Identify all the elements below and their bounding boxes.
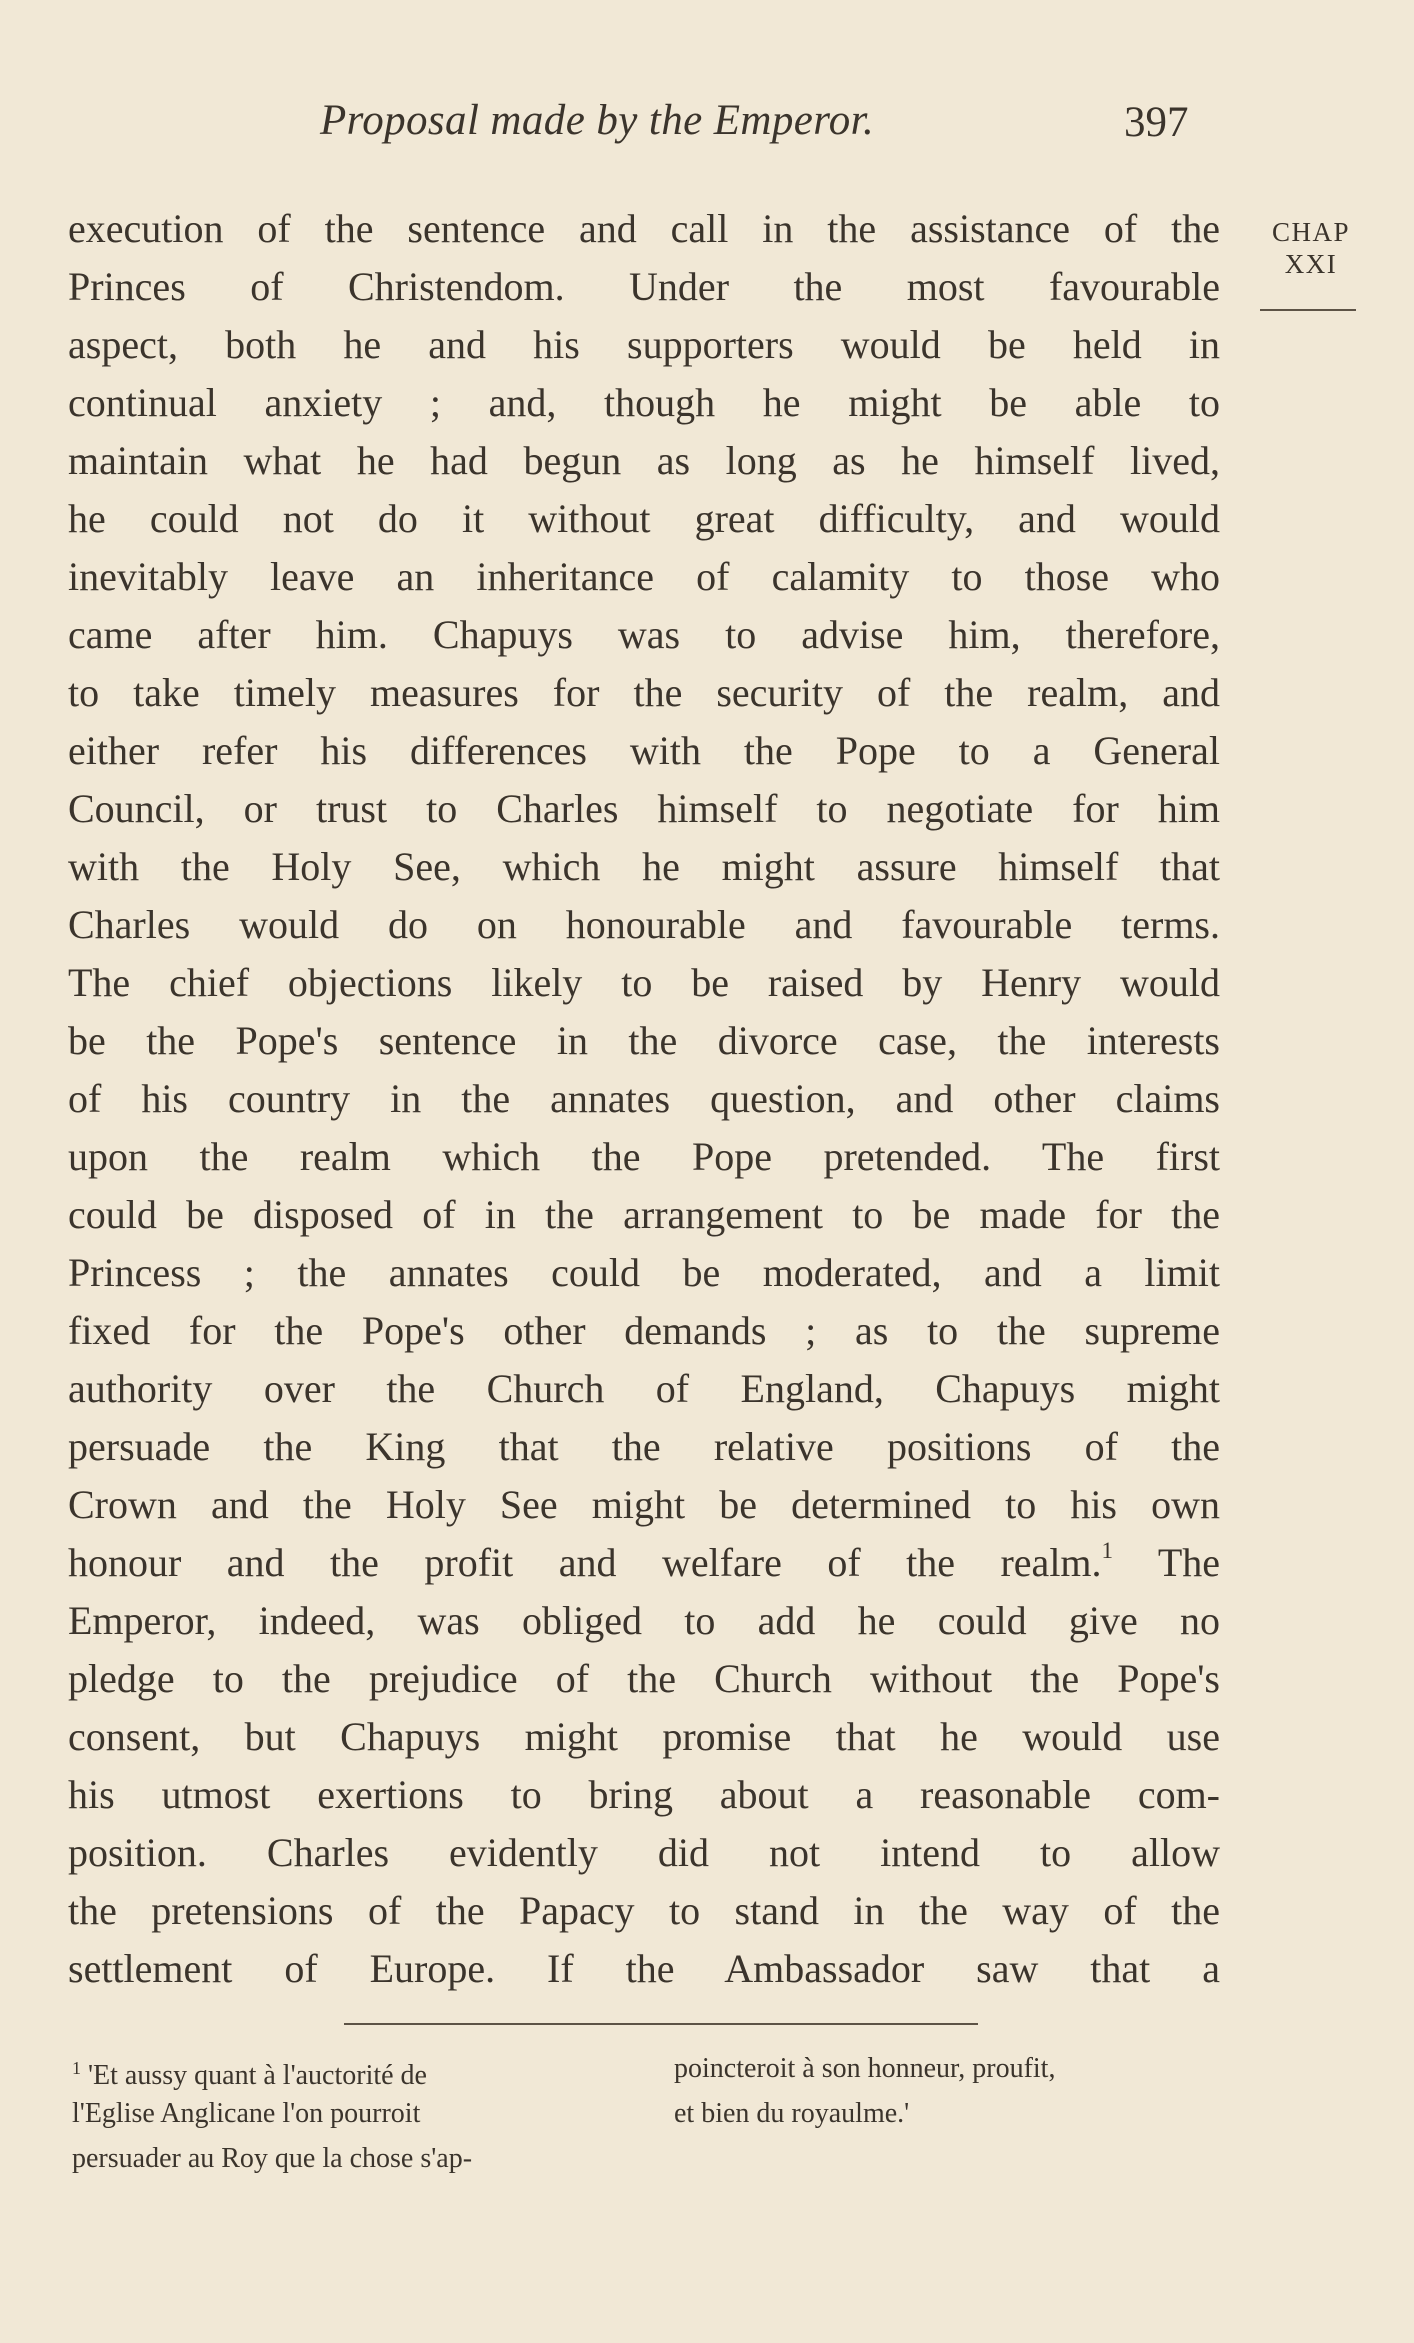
body-line: inevitably leave an inheritance of calamity to those who	[68, 554, 1220, 599]
footnote-line: et bien du royaulme.'	[674, 2098, 910, 2129]
footnote-line	[72, 2046, 632, 2091]
chapter-margin-note	[1256, 216, 1366, 280]
body-line: continual anxiety ; and, though he might be able to	[68, 380, 1220, 425]
body-line: pledge to the prejudice of the Church without the Pope's	[68, 1656, 1220, 1701]
body-line: position. Charles evidently did not intend to allow	[68, 1830, 1220, 1875]
body-line-with-footnote	[68, 1534, 1220, 1592]
footnote-column-left	[72, 2046, 632, 2181]
body-line: upon the realm which the Pope pretended. The first	[68, 1134, 1220, 1179]
body-line: Princes of Christendom. Under the most favourable	[68, 264, 1220, 309]
footnote-line: persuader au Roy que la chose s'ap-	[72, 2143, 473, 2174]
body-text	[68, 200, 1220, 1998]
body-line-tail: The	[1157, 1540, 1220, 1585]
body-line: aspect, both he and his supporters would be held in	[68, 322, 1220, 367]
body-line: Council, or trust to Charles himself to negotiate for him	[68, 786, 1220, 831]
chapter-label: CHAP	[1271, 217, 1351, 247]
footnote-column-right	[674, 2046, 1234, 2136]
body-line: be the Pope's sentence in the divorce case, the interests	[68, 1018, 1220, 1063]
body-line: Emperor, indeed, was obliged to add he could give no	[68, 1598, 1220, 1643]
body-line: came after him. Chapuys was to advise him, therefore,	[68, 612, 1220, 657]
body-line: to take timely measures for the security of the realm, and	[68, 670, 1220, 715]
body-line: the pretensions of the Papacy to stand in the way of the	[68, 1888, 1220, 1933]
body-line: Charles would do on honourable and favourable terms.	[68, 902, 1220, 947]
body-line: execution of the sentence and call in the assistance of the	[68, 206, 1220, 251]
body-line: maintain what he had begun as long as he himself lived,	[68, 438, 1220, 483]
body-line: his utmost exertions to bring about a reasonable com-	[68, 1772, 1220, 1817]
body-line-text: honour and the profit and welfare of the realm.	[68, 1540, 1102, 1585]
body-line: Princess ; the annates could be moderated, and a limit	[68, 1250, 1220, 1295]
running-title: Proposal made by the Emperor.	[320, 97, 875, 144]
body-line: he could not do it without great difficulty, and would	[68, 496, 1220, 541]
body-line: The chief objections likely to be raised by Henry would	[68, 960, 1220, 1005]
footnote-reference: 1	[1101, 1538, 1114, 1563]
body-line: of his country in the annates question, and other claims	[68, 1076, 1220, 1121]
body-line: consent, but Chapuys might promise that he would use	[68, 1714, 1220, 1759]
footnote-marker: 1	[72, 2058, 81, 2078]
chapter-number: XXI	[1284, 249, 1338, 279]
body-line: persuade the King that the relative positions of the	[68, 1424, 1220, 1469]
body-line: Crown and the Holy See might be determined to his own	[68, 1482, 1220, 1527]
body-line: with the Holy See, which he might assure himself that	[68, 844, 1220, 889]
page-number: 397	[1124, 99, 1189, 146]
body-line: settlement of Europe. If the Ambassador saw that a	[68, 1946, 1220, 1991]
footnote-text: 'Et aussy quant à l'auctorité de	[88, 2060, 427, 2091]
body-line: either refer his differences with the Pope to a General	[68, 728, 1220, 773]
body-line: authority over the Church of England, Chapuys might	[68, 1366, 1220, 1411]
body-line: fixed for the Pope's other demands ; as to the supreme	[68, 1308, 1220, 1353]
margin-rule	[1260, 309, 1356, 311]
body-line: could be disposed of in the arrangement to be made for the	[68, 1192, 1220, 1237]
footnote-line: l'Eglise Anglicane l'on pourroit	[72, 2098, 421, 2129]
footnote-rule	[344, 2023, 978, 2025]
footnote-line: poincteroit à son honneur, proufit,	[674, 2053, 1056, 2084]
